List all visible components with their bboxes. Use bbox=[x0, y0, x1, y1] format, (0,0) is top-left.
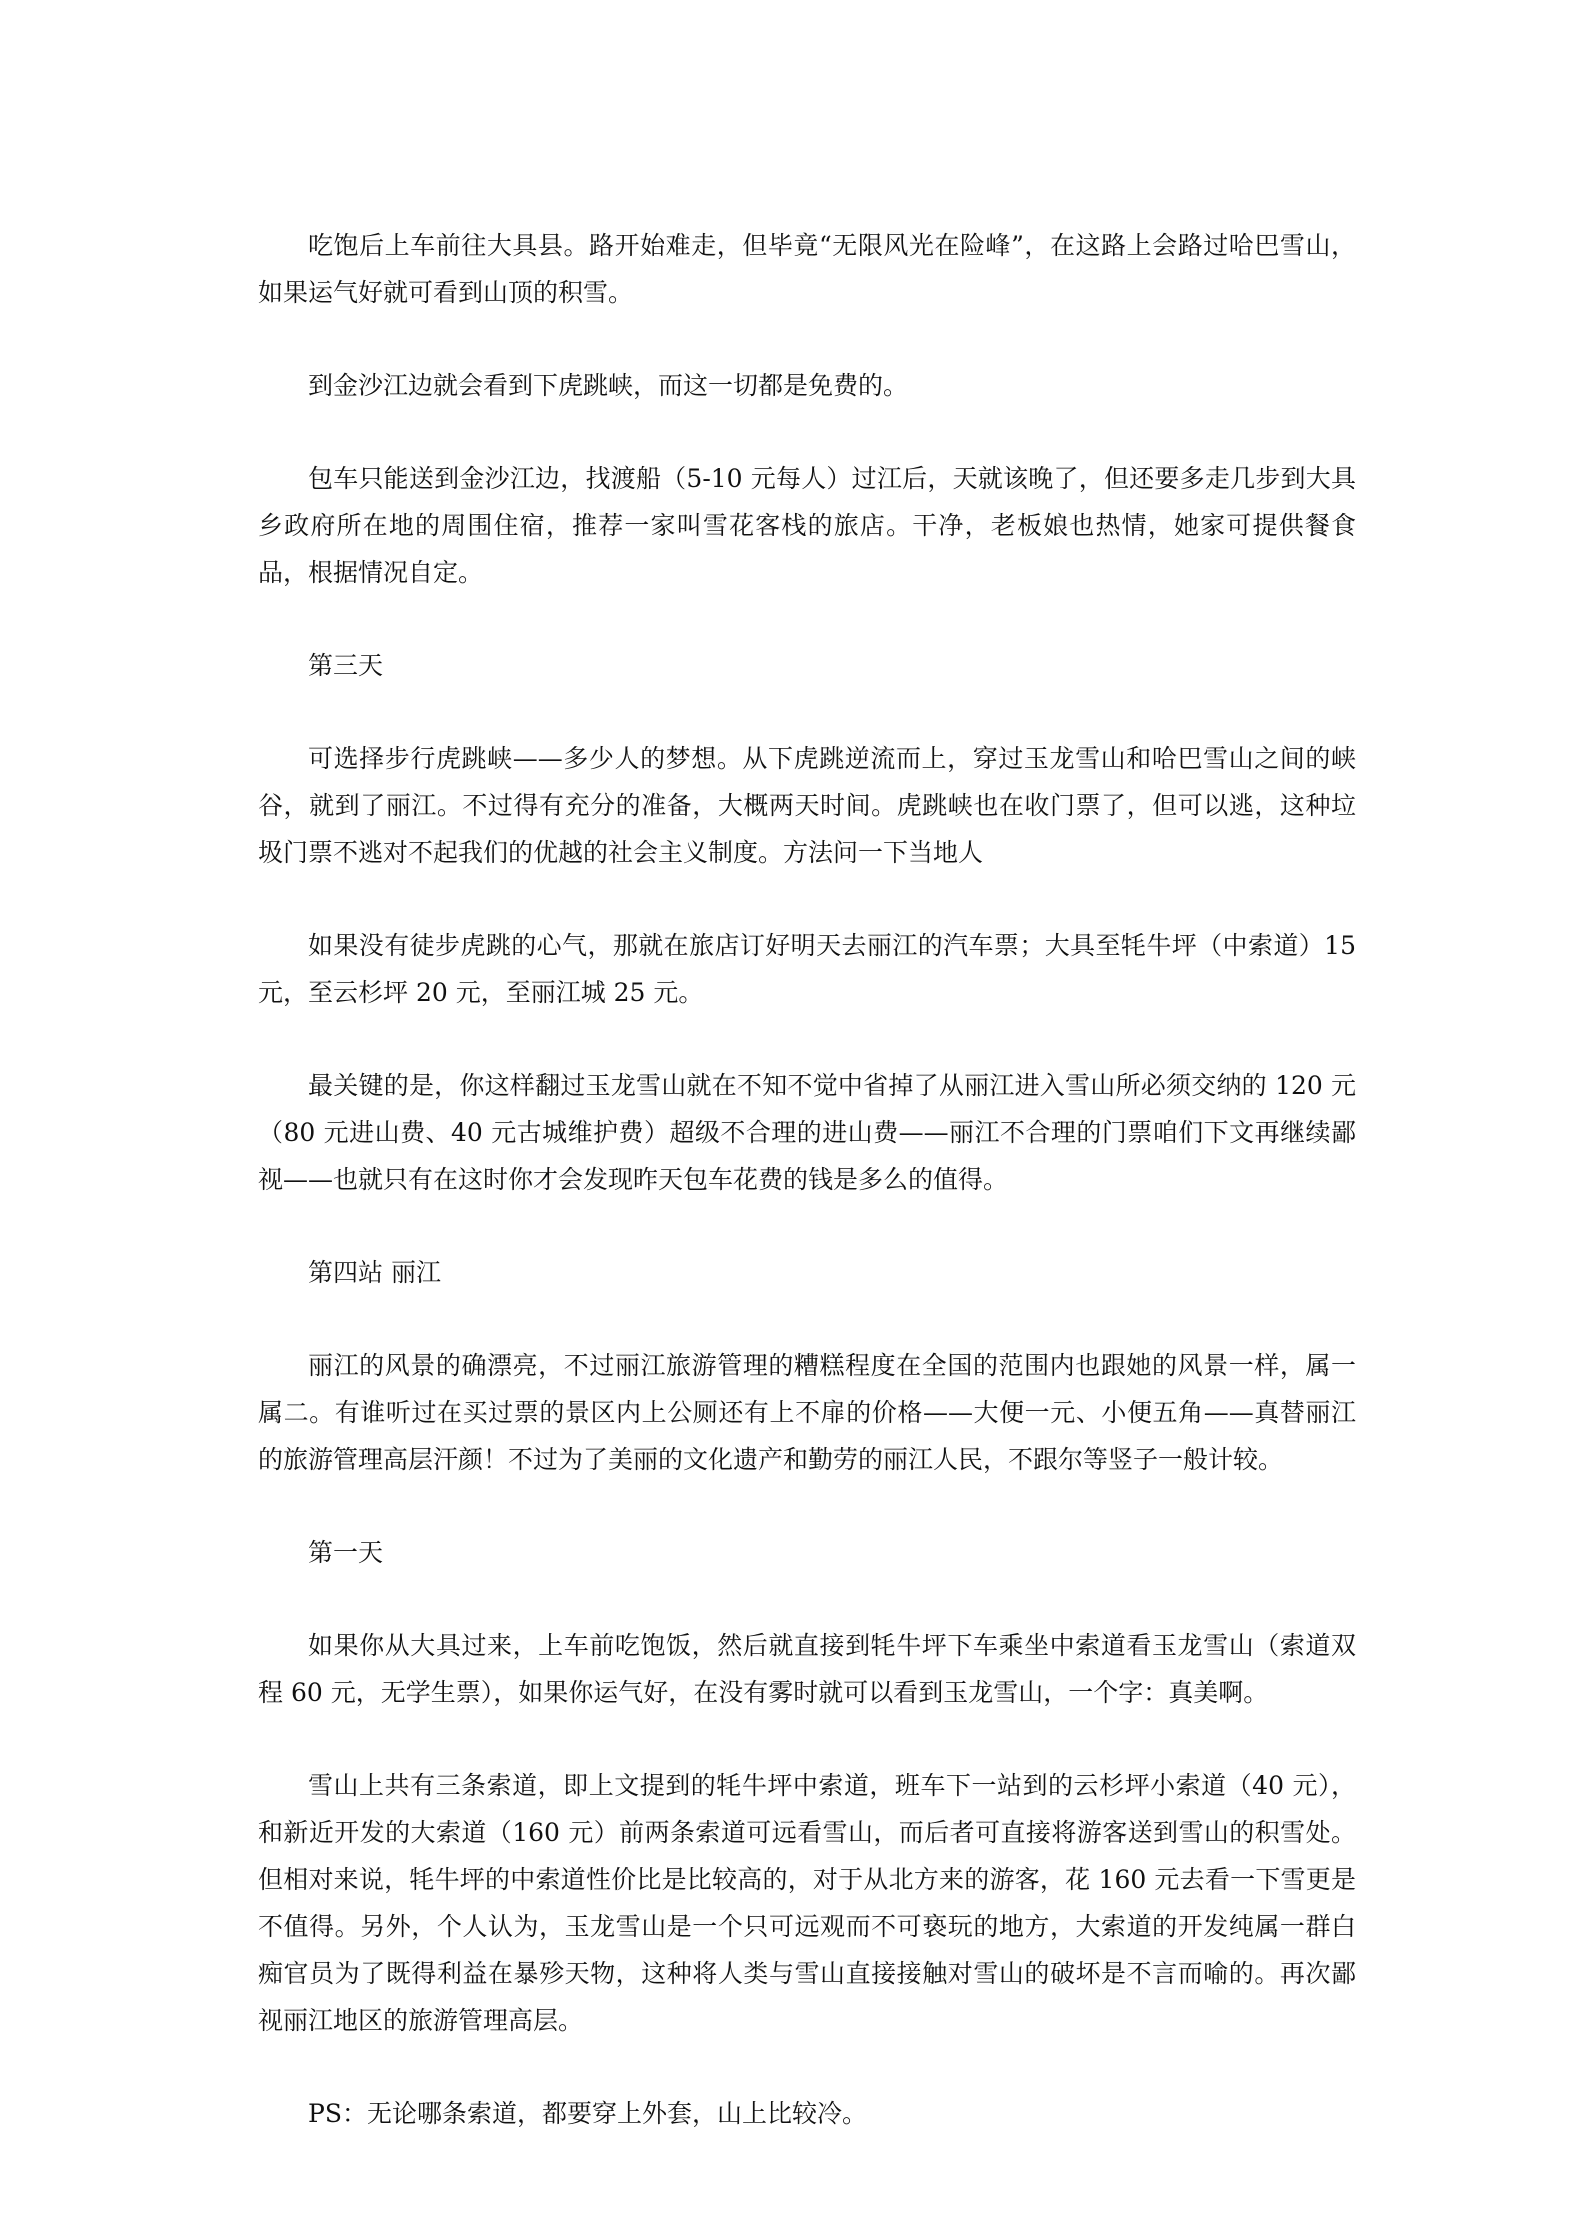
paragraph: 雪山上共有三条索道，即上文提到的牦牛坪中索道，班车下一站到的云杉坪小索道（40 元），和新近开发的大索道（160 元）前两条索道可远看雪山，而后者可直接将游客送到雪山的积雪处。但相对来说，牦牛坪的中索道性价比是比较高的，对于从北方来的游客，花 160 元去看一下雪更是不值得。另外，个人认为，玉龙雪山是一个只可远观而不可亵玩的地方，大索道的开发纯属一群白痴官员为了既得利益在暴殄天物，这种将人类与雪山直接接触对雪山的破坏是不言而喻的。再次鄙视丽江地区的旅游管理高层。 bbox=[258, 1771, 1356, 2035]
paragraph: 丽江的风景的确漂亮，不过丽江旅游管理的糟糕程度在全国的范围内也跟她的风景一样，属一属二。有谁听过在买过票的景区内上公厕还有上不扉的价格——大便一元、小便五角——真替丽江的旅游管理高层汗颜！不过为了美丽的文化遗产和勤劳的丽江人民，不跟尔等竖子一般计较。 bbox=[258, 1351, 1356, 1474]
paragraph: 如果没有徒步虎跳的心气，那就在旅店订好明天去丽江的汽车票；大具至牦牛坪（中索道）15 元，至云杉坪 20 元，至丽江城 25 元。 bbox=[258, 931, 1356, 1007]
section-heading: 第四站 丽江 bbox=[308, 1258, 441, 1287]
document-body bbox=[258, 222, 1356, 2183]
paragraph: 到金沙江边就会看到下虎跳峡，而这一切都是免费的。 bbox=[308, 371, 909, 400]
paragraph: 可选择步行虎跳峡——多少人的梦想。从下虎跳逆流而上，穿过玉龙雪山和哈巴雪山之间的峡谷，就到了丽江。不过得有充分的准备，大概两天时间。虎跳峡也在收门票了，但可以逃，这种垃圾门票不逃对不起我们的优越的社会主义制度。方法问一下当地人 bbox=[258, 744, 1356, 867]
paragraph: 吃饱后上车前往大具县。路开始难走，但毕竟“无限风光在险峰”，在这路上会路过哈巴雪山，如果运气好就可看到山顶的积雪。 bbox=[258, 231, 1356, 307]
paragraph: 最关键的是，你这样翻过玉龙雪山就在不知不觉中省掉了从丽江进入雪山所必须交纳的 120 元（80 元进山费、40 元古城维护费）超级不合理的进山费——丽江不合理的门票咱们下文再继续鄙视——也就只有在这时你才会发现昨天包车花费的钱是多么的值得。 bbox=[258, 1071, 1356, 1194]
paragraph: 如果你从大具过来，上车前吃饱饭，然后就直接到牦牛坪下车乘坐中索道看玉龙雪山（索道双程 60 元，无学生票），如果你运气好，在没有雾时就可以看到玉龙雪山，一个字：真美啊。 bbox=[258, 1631, 1356, 1707]
paragraph: PS：无论哪条索道，都要穿上外套，山上比较冷。 bbox=[308, 2099, 867, 2128]
paragraph: 包车只能送到金沙江边，找渡船（5-10 元每人）过江后，天就该晚了，但还要多走几步到大具乡政府所在地的周围住宿，推荐一家叫雪花客栈的旅店。干净，老板娘也热情，她家可提供餐食品，根据情况自定。 bbox=[258, 464, 1356, 587]
section-heading: 第三天 bbox=[308, 651, 384, 680]
section-heading: 第一天 bbox=[308, 1538, 384, 1567]
